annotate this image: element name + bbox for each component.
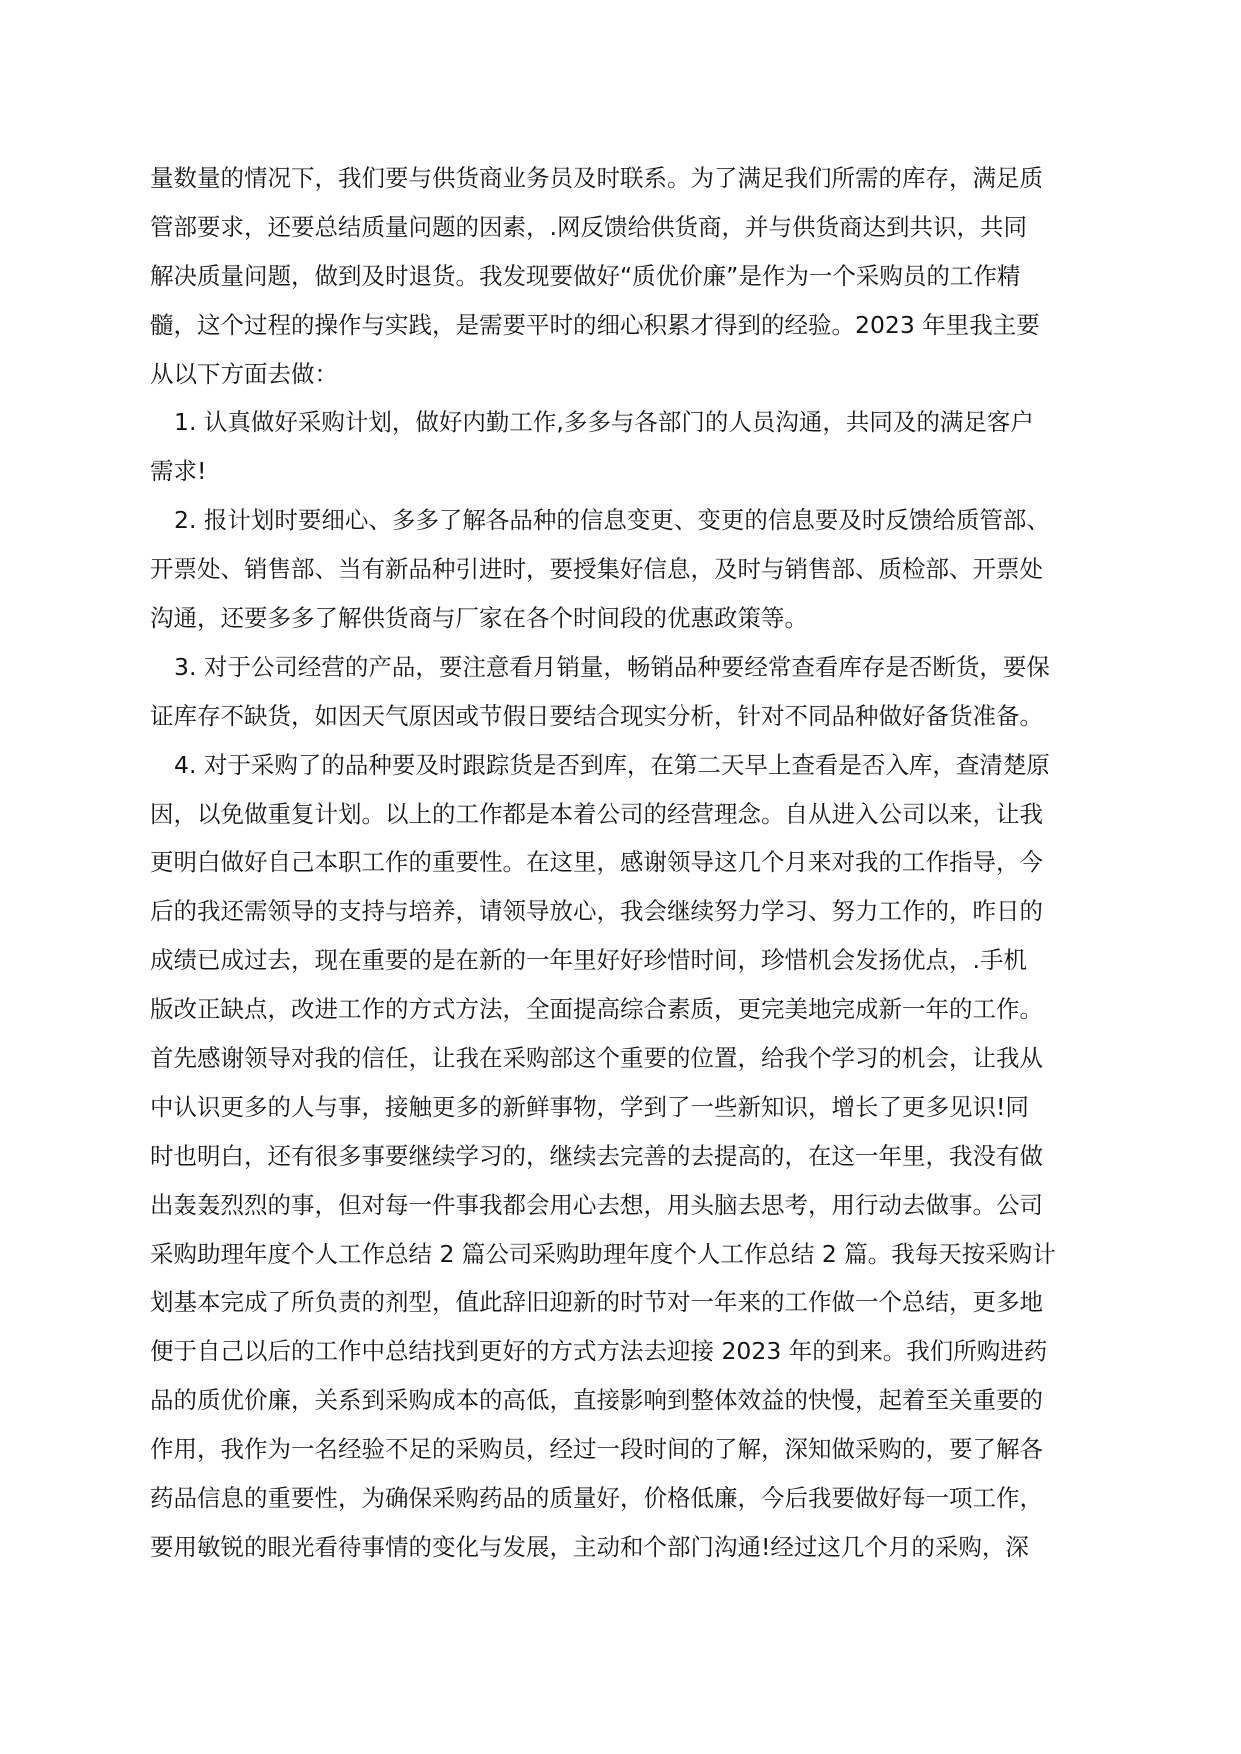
text-line: 要用敏锐的眼光看待事情的变化与发展，主动和个部门沟通!经过这几个月的采购，深: [150, 1532, 1029, 1561]
text-line: 版改正缺点，改进工作的方式方法，全面提高综合素质，更完美地完成新一年的工作。: [150, 995, 1043, 1024]
text-line: 后的我还需领导的支持与培养，请领导放心，我会继续努力学习、努力工作的，昨日的: [150, 897, 1043, 926]
text-line: 量数量的情况下，我们要与供货商业务员及时联系。为了满足我们所需的库存，满足质: [150, 164, 1043, 192]
text-line: 解决质量问题，做到及时退货。我发现要做好“质优价廉”是作为一个采购员的工作精: [150, 261, 1021, 290]
text-line: 时也明白，还有很多事要继续学习的，继续去完善的去提高的，在这一年里，我没有做: [150, 1141, 1043, 1170]
text-line: 3. 对于公司经营的产品，要注意看月销量，畅销品种要经常查看库存是否断货，要保: [174, 652, 1050, 681]
text-line: 2. 报计划时要细心、多多了解各品种的信息变更、变更的信息要及时反馈给质管部、: [174, 506, 1050, 535]
text-line: 管部要求，还要总结质量问题的因素，.网反馈给供货商，并与供货商达到共识，共同: [150, 212, 1027, 241]
text-line: 品的质优价廉，关系到采购成本的高低，直接影响到整体效益的快慢，起着至关重要的: [150, 1386, 1043, 1415]
text-line: 需求!: [150, 457, 207, 486]
text-line: 证库存不缺货，如因天气原因或节假日要结合现实分析，针对不同品种做好备货准备。: [150, 701, 1043, 730]
text-line: 药品信息的重要性，为确保采购药品的质量好，价格低廉，今后我要做好每一项工作，: [150, 1484, 1043, 1513]
text-line: 髓，这个过程的操作与实践，是需要平时的细心积累才得到的经验。2023 年里我主要: [150, 310, 1040, 339]
text-line: 更明白做好自己本职工作的重要性。在这里，感谢领导这几个月来对我的工作指导，今: [150, 848, 1043, 877]
text-line: 采购助理年度个人工作总结 2 篇公司采购助理年度个人工作总结 2 篇。我每天按采购计: [150, 1239, 1056, 1268]
text-line: 沟通，还要多多了解供货商与厂家在各个时间段的优惠政策等。: [150, 604, 808, 633]
text-line: 4. 对于采购了的品种要及时跟踪货是否到库，在第二天早上查看是否入库，查清楚原: [174, 750, 1050, 779]
text-line: 便于自己以后的工作中总结找到更好的方式方法去迎接 2023 年的到来。我们所购进药: [150, 1337, 1048, 1366]
text-line: 1. 认真做好采购计划，做好内勤工作,多多与各部门的人员沟通，共同及的满足客户: [174, 408, 1034, 437]
text-line: 作用，我作为一名经验不足的采购员，经过一段时间的了解，深知做采购的，要了解各: [150, 1435, 1043, 1464]
text-line: 成绩已成过去，现在重要的是在新的一年里好好珍惜时间，珍惜机会发扬优点，.手机: [150, 946, 1027, 975]
document-body: [150, 154, 1095, 1572]
text-line: 从以下方面去做：: [150, 359, 338, 388]
text-line: 开票处、销售部、当有新品种引进时，要授集好信息，及时与销售部、质检部、开票处: [150, 555, 1043, 584]
text-line: 首先感谢领导对我的信任，让我在采购部这个重要的位置，给我个学习的机会，让我从: [150, 1044, 1043, 1073]
text-line: 出轰轰烈烈的事，但对每一件事我都会用心去想，用头脑去思考，用行动去做事。公司: [150, 1190, 1043, 1219]
text-line: 划基本完成了所负责的剂型，值此辞旧迎新的时节对一年来的工作做一个总结，更多地: [150, 1288, 1043, 1317]
text-line: 中认识更多的人与事，接触更多的新鲜事物，学到了一些新知识，增长了更多见识!同: [150, 1092, 1029, 1121]
text-line: 因，以免做重复计划。以上的工作都是本着公司的经营理念。自从进入公司以来，让我: [150, 799, 1043, 828]
